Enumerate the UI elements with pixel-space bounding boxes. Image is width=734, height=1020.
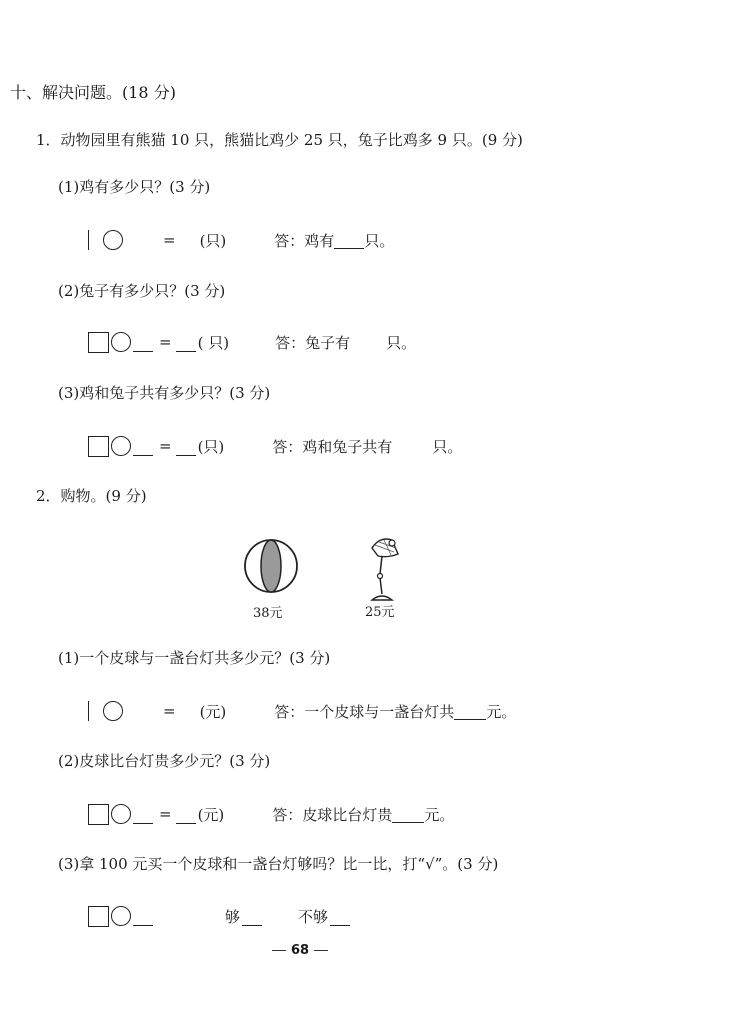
equation-bar (88, 701, 89, 721)
q1-p3-equation (88, 435, 462, 457)
number-blank[interactable] (133, 805, 153, 824)
operator-circle[interactable] (111, 332, 131, 352)
result-blank[interactable] (176, 437, 196, 456)
number-box[interactable] (88, 436, 109, 457)
operator-circle[interactable] (103, 701, 123, 721)
page-number (272, 942, 328, 958)
option-not-enough-checkbox[interactable] (330, 907, 350, 926)
q2-p3-comparison (88, 905, 350, 927)
result-blank[interactable] (176, 805, 196, 824)
equation-bar (88, 230, 89, 250)
equals-sign: = (159, 805, 172, 823)
lamp-price: 25元 (365, 605, 395, 620)
lamp-item (356, 530, 416, 620)
ball-item (238, 530, 350, 620)
option-enough-label: 够 (225, 907, 241, 926)
number-box[interactable] (88, 906, 109, 927)
page-number-text: 68 (291, 942, 310, 958)
q2-p2-equation (88, 803, 454, 825)
answer-suffix: 元。 (486, 702, 517, 721)
q1-p3-question: (3)鸡和兔子共有多少只？(3 分) (58, 384, 271, 402)
answer-suffix: 只。 (364, 231, 395, 250)
q2-p1-equation (88, 700, 516, 722)
comparison-circle[interactable] (111, 906, 131, 926)
operator-circle[interactable] (111, 804, 131, 824)
q1-p1-equation (88, 229, 394, 251)
equals-sign: = (163, 702, 176, 720)
answer-prefix: 答：鸡有 (274, 231, 335, 250)
answer-prefix: 答：一个皮球与一盏台灯共 (274, 702, 455, 721)
number-blank[interactable] (133, 333, 153, 352)
answer-prefix: 答：兔子有 (275, 333, 351, 352)
desk-lamp-icon (358, 534, 408, 604)
q1-p2-equation (88, 331, 416, 353)
unit-label: (元) (199, 702, 227, 721)
ball-icon (241, 536, 301, 596)
answer-suffix: 只。 (432, 437, 463, 456)
answer-blank[interactable] (334, 232, 364, 249)
q2-p3-question: (3)拿 100 元买一个皮球和一盏台灯够吗？比一比，打“√”。(3 分) (58, 855, 499, 873)
q2-p1-question: (1)一个皮球与一盏台灯共多少元？(3 分) (58, 649, 331, 667)
equals-sign: = (163, 231, 176, 249)
dash-left (272, 950, 286, 951)
number-blank[interactable] (133, 437, 153, 456)
number-box[interactable] (88, 804, 109, 825)
unit-label: (只) (199, 231, 227, 250)
q1-stem: 1．动物园里有熊猫 10 只，熊猫比鸡少 25 只，兔子比鸡多 9 只。(9 分) (36, 131, 523, 149)
answer-prefix: 答：鸡和兔子共有 (272, 437, 393, 456)
unit-label: (元) (197, 805, 225, 824)
answer-blank[interactable] (392, 806, 424, 823)
operator-circle[interactable] (111, 436, 131, 456)
unit-label: ( 只) (197, 333, 230, 352)
dash-right (314, 950, 328, 951)
result-blank[interactable] (176, 333, 196, 352)
operator-circle[interactable] (103, 230, 123, 250)
equals-sign: = (159, 437, 172, 455)
q1-p2-question: (2)兔子有多少只？(3 分) (58, 282, 226, 300)
number-blank[interactable] (133, 907, 153, 926)
number-box[interactable] (88, 332, 109, 353)
answer-blank[interactable] (454, 703, 486, 720)
answer-suffix: 元。 (424, 805, 455, 824)
q2-p2-question: (2)皮球比台灯贵多少元？(3 分) (58, 752, 271, 770)
answer-suffix: 只。 (386, 333, 417, 352)
section-title: 十、解决问题。(18 分) (10, 83, 176, 102)
answer-prefix: 答：皮球比台灯贵 (272, 805, 393, 824)
q2-stem: 2．购物。(9 分) (36, 487, 147, 505)
ball-price: 38元 (253, 606, 283, 621)
unit-label: (只) (197, 437, 225, 456)
option-not-enough-label: 不够 (298, 907, 329, 926)
q1-p1-question: (1)鸡有多少只？(3 分) (58, 178, 211, 196)
option-enough-checkbox[interactable] (242, 907, 262, 926)
equals-sign: = (159, 333, 172, 351)
